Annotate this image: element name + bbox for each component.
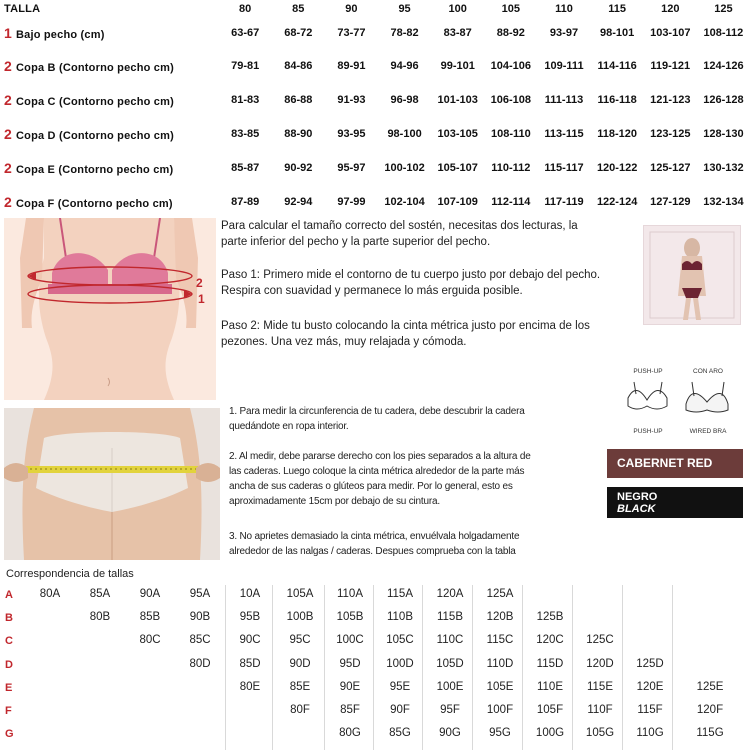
- correspondence-row: [0, 608, 750, 631]
- hip-step1-text: 1. Para medir la circunferencia de tu cadera, debe descubrir la cadera quedándote en ropa interior.: [229, 406, 525, 432]
- size-value-cell: 93-97: [549, 27, 579, 39]
- size-value-cell: 100-102: [384, 162, 425, 174]
- size-value-cell: 125-127: [650, 162, 691, 174]
- bust-marker-2: 2: [196, 276, 203, 290]
- size-value-cell: 114-116: [597, 60, 637, 72]
- push-up-bottom-label: PUSH-UP: [633, 428, 663, 435]
- size-row-label: [0, 17, 219, 49]
- size-value-cell: 95-97: [337, 162, 366, 174]
- size-value-cell: 63-67: [231, 27, 260, 39]
- size-value-cell: 127-129: [650, 196, 691, 208]
- size-value-cell: 128-130: [703, 128, 744, 140]
- size-value-cell: 83-85: [231, 128, 260, 140]
- size-equivalent-cell: 90E: [339, 680, 361, 693]
- size-equivalent-cell: 10A: [239, 588, 261, 600]
- size-header-cell: 125: [714, 2, 733, 15]
- size-value-cell: 117-119: [544, 196, 584, 208]
- size-row-label-text: Copa B (Contorno pecho cm): [16, 62, 174, 74]
- size-equivalent-cell: 80B: [89, 611, 111, 624]
- bust-measurement-illustration: [4, 218, 216, 400]
- size-value-cell: 126-128: [703, 94, 744, 106]
- size-equivalent-cell: 115E: [586, 680, 613, 693]
- size-value-cell: 130-132: [703, 162, 744, 174]
- size-equivalent-cell: 85D: [239, 657, 261, 670]
- correspondence-row: [0, 724, 750, 747]
- size-header-cell: 120: [661, 2, 680, 15]
- size-header-cell: 100: [448, 2, 467, 15]
- size-equivalent-cell: 85A: [89, 588, 111, 600]
- color-swatch-cabernet-red[interactable]: [607, 449, 743, 478]
- color-label-cabernet-red: CABERNET RED: [617, 456, 713, 470]
- size-row-label: [0, 151, 219, 185]
- size-equivalent-cell: 120B: [486, 611, 514, 624]
- size-value-cell: 103-107: [650, 27, 691, 39]
- size-value-cell: 122-124: [596, 196, 638, 208]
- size-table-row: [0, 83, 750, 117]
- wired-bottom-label: WIRED BRA: [689, 428, 727, 435]
- size-equivalent-cell: 120C: [536, 634, 564, 647]
- correspondence-row: [0, 631, 750, 654]
- size-equivalent-cell: 110F: [587, 704, 613, 716]
- bust-marker-1: 1: [198, 292, 205, 306]
- size-value-cell: 119-121: [650, 60, 691, 72]
- size-value-cell: 132-134: [703, 196, 744, 208]
- size-equivalent-cell: 80G: [339, 727, 361, 740]
- size-value-cell: 111-113: [544, 94, 584, 106]
- size-equivalent-cell: 110E: [536, 680, 563, 693]
- size-equivalent-cell: 80F: [290, 704, 310, 716]
- size-row-label-text: Bajo pecho (cm): [16, 29, 105, 41]
- size-value-cell: 90-92: [284, 162, 313, 174]
- size-value-cell: 108-110: [490, 128, 531, 140]
- size-equivalent-cell: 105A: [286, 588, 314, 600]
- size-equivalent-cell: 85C: [189, 634, 211, 647]
- size-table-row: [0, 49, 750, 83]
- size-row-label-text: Copa E (Contorno pecho cm): [16, 164, 174, 176]
- size-equivalent-cell: 105B: [336, 611, 364, 624]
- size-equivalent-cell: 110B: [386, 611, 413, 624]
- hip-measurement-illustration: [4, 408, 220, 560]
- size-equivalent-cell: 125C: [586, 634, 614, 647]
- size-equivalent-cell: 95D: [339, 657, 361, 670]
- wired-bra-icon: [682, 380, 734, 420]
- size-equivalent-cell: 100C: [336, 634, 364, 647]
- cup-letter: A: [5, 589, 13, 601]
- size-value-cell: 99-101: [440, 60, 475, 72]
- size-table-row: [0, 117, 750, 151]
- size-equivalent-cell: 85E: [289, 680, 311, 693]
- size-header-cell: 85: [292, 2, 305, 15]
- size-value-cell: 104-106: [490, 60, 532, 72]
- size-value-cell: 84-86: [284, 60, 313, 72]
- size-value-cell: 124-126: [703, 60, 744, 72]
- size-value-cell: 106-108: [490, 94, 532, 106]
- cup-letter: D: [5, 658, 13, 671]
- size-value-cell: 85-87: [231, 162, 260, 174]
- size-equivalent-cell: 80C: [139, 634, 161, 647]
- size-header-cell: 90: [345, 2, 358, 15]
- correspondence-row: [0, 655, 750, 678]
- color-swatch-black[interactable]: [607, 487, 743, 518]
- hip-figure-svg: [4, 408, 220, 560]
- size-value-cell: 87-89: [231, 196, 260, 208]
- size-value-cell: 88-92: [496, 27, 525, 39]
- size-equivalent-cell: 90F: [390, 704, 410, 716]
- size-equivalent-cell: 105F: [536, 704, 564, 716]
- size-row-label-text: Copa D (Contorno pecho cm): [16, 130, 174, 142]
- size-value-cell: 112-114: [491, 196, 531, 208]
- wired-cup-icon: [682, 368, 734, 438]
- size-equivalent-cell: 115B: [436, 611, 463, 624]
- size-value-cell: 88-90: [284, 128, 313, 140]
- correspondence-row: [0, 701, 750, 724]
- size-table-row: [0, 185, 750, 219]
- size-equivalent-cell: 80E: [239, 680, 261, 693]
- size-value-cell: 79-81: [231, 60, 260, 72]
- size-value-cell: 107-109: [437, 196, 478, 208]
- size-header-cell: 115: [608, 2, 626, 15]
- product-thumbnail[interactable]: [643, 225, 741, 325]
- size-row-label: [0, 83, 219, 117]
- cup-letter: B: [5, 612, 13, 625]
- size-equivalent-cell: 115A: [386, 588, 413, 600]
- color-label-black: BLACK: [617, 503, 656, 515]
- measurement-marker: 1: [4, 25, 12, 41]
- push-up-bra-icon: [622, 380, 674, 420]
- bust-intro-text: Para calcular el tamaño correcto del sostén, necesitas dos lecturas, la parte inferior del pecho y la parte superior del pecho.: [221, 220, 578, 248]
- size-value-cell: 73-77: [337, 27, 366, 39]
- size-equivalent-cell: 95G: [489, 727, 511, 740]
- size-value-cell: 94-96: [390, 60, 419, 72]
- size-equivalent-cell: 110A: [336, 588, 363, 600]
- size-equivalent-cell: 100B: [286, 611, 314, 624]
- size-row-label-text: Copa C (Contorno pecho cm): [16, 96, 174, 108]
- size-value-cell: 105-107: [437, 162, 478, 174]
- size-equivalent-cell: 125D: [636, 657, 664, 670]
- size-equivalent-cell: 95E: [389, 680, 411, 693]
- measurement-marker: 2: [4, 92, 12, 108]
- bust-step2-text: Paso 2: Mide tu busto colocando la cinta métrica justo por encima de los pezones. Una vez más, muy relajada y cómoda.: [221, 320, 590, 348]
- size-equivalent-cell: 120A: [436, 588, 464, 600]
- size-row-label: [0, 117, 219, 151]
- size-equivalent-cell: 105E: [486, 680, 514, 693]
- size-equivalent-cell: 90C: [239, 634, 261, 647]
- measurement-marker: 2: [4, 194, 12, 210]
- size-equivalent-cell: 125E: [696, 680, 724, 693]
- size-equivalent-cell: 115G: [696, 727, 724, 740]
- size-equivalent-cell: 95F: [440, 704, 460, 716]
- size-equivalent-cell: 95B: [239, 611, 261, 624]
- size-value-cell: 116-118: [597, 94, 637, 106]
- size-equivalent-cell: 100E: [436, 680, 464, 693]
- size-equivalent-cell: 120E: [636, 680, 664, 693]
- size-equivalent-cell: 100D: [386, 657, 414, 670]
- size-header-cell: 105: [501, 2, 521, 15]
- size-value-cell: 98-100: [387, 128, 422, 140]
- cup-letter: G: [5, 728, 14, 741]
- measurement-marker: 2: [4, 126, 12, 142]
- size-value-cell: 103-105: [437, 128, 478, 140]
- size-value-cell: 113-115: [544, 128, 584, 140]
- size-value-cell: 97-99: [337, 196, 366, 208]
- size-equivalent-cell: 100G: [535, 727, 565, 740]
- size-equivalent-cell: 95C: [289, 634, 311, 647]
- size-equivalent-cell: 125B: [536, 611, 564, 624]
- measurement-marker: 2: [4, 160, 12, 176]
- size-value-cell: 89-91: [337, 60, 366, 72]
- size-equivalent-cell: 85G: [389, 727, 411, 740]
- measurement-marker: 2: [4, 58, 12, 74]
- size-equivalent-cell: 95A: [189, 588, 211, 600]
- size-header-cell: 80: [239, 2, 252, 15]
- size-equivalent-cell: 90D: [289, 657, 311, 670]
- size-value-cell: 86-88: [284, 94, 313, 106]
- correspondence-row: [0, 678, 750, 701]
- size-value-cell: 81-83: [231, 94, 260, 106]
- bust-step1-text: Paso 1: Primero mide el contorno de tu cuerpo justo por debajo del pecho. Respira con suavidad y permanece lo más erguida posible.: [221, 269, 601, 297]
- size-equivalent-cell: 100F: [486, 704, 514, 716]
- correspondence-grid: [0, 585, 750, 750]
- size-equivalent-cell: 105C: [386, 634, 414, 647]
- size-equivalent-cell: 125A: [486, 588, 514, 600]
- size-value-cell: 101-103: [437, 94, 478, 106]
- push-up-top-label: PUSH-UP: [633, 368, 663, 375]
- size-value-cell: 110-112: [491, 162, 531, 174]
- size-row-label: [0, 49, 219, 83]
- size-equivalent-cell: 90G: [439, 727, 461, 740]
- size-header-label: TALLA: [4, 2, 41, 15]
- hip-step3-text: 3. No aprietes demasiado la cinta métrica, envuélvala holgadamente alrededor de las nalgas / caderas. Despues comprueba con la tabla: [229, 531, 520, 557]
- size-value-cell: 109-111: [544, 60, 584, 72]
- size-table-row: [0, 151, 750, 185]
- size-value-cell: 78-82: [390, 27, 419, 39]
- size-header-cell: 110: [555, 2, 573, 15]
- size-equivalent-cell: 80D: [189, 657, 211, 670]
- size-value-cell: 83-87: [443, 27, 472, 39]
- cup-letter: E: [5, 681, 13, 694]
- size-equivalent-cell: 110G: [636, 727, 664, 740]
- size-equivalent-cell: 110C: [436, 634, 464, 647]
- size-equivalent-cell: 90A: [139, 588, 161, 600]
- size-value-cell: 121-123: [650, 94, 691, 106]
- size-value-cell: 98-101: [600, 27, 635, 39]
- color-label-negro: NEGRO: [617, 491, 658, 503]
- bust-figure-svg: [4, 218, 216, 400]
- wired-top-label: CON ARO: [693, 368, 723, 375]
- size-equivalent-cell: 80A: [39, 588, 61, 600]
- size-header-cell: 95: [398, 2, 411, 15]
- size-row-label: [0, 185, 219, 219]
- hip-step2-text: 2. Al medir, debe pararse derecho con los pies separados a la altura de las caderas. Luego coloque la cinta métrica alrededor de la parte más ancha de sus caderas o glúteos para medir. Por lo general, esto es aproximadamente 15cm por debajo de su cintura.: [229, 451, 531, 507]
- push-up-cup-icon: [622, 368, 674, 438]
- size-equivalent-cell: 105G: [585, 727, 615, 740]
- size-table-row: [0, 17, 750, 49]
- size-table: [0, 0, 750, 219]
- cup-letter: C: [5, 635, 13, 648]
- size-value-cell: 115-117: [544, 162, 584, 174]
- size-value-cell: 96-98: [390, 94, 419, 106]
- size-equivalent-cell: 85F: [340, 704, 360, 716]
- size-value-cell: 102-104: [384, 196, 425, 208]
- size-value-cell: 120-122: [596, 162, 638, 174]
- size-equivalent-cell: 115D: [536, 657, 564, 670]
- size-equivalent-cell: 110D: [486, 657, 514, 670]
- size-equivalent-cell: 120D: [586, 657, 614, 670]
- size-equivalent-cell: 115C: [486, 634, 514, 647]
- model-image: [644, 226, 740, 324]
- correspondence-title: Correspondencia de tallas: [6, 568, 134, 580]
- size-value-cell: 123-125: [650, 128, 691, 140]
- size-equivalent-cell: 105D: [436, 657, 464, 670]
- size-value-cell: 108-112: [703, 27, 744, 39]
- size-equivalent-cell: 90B: [189, 611, 211, 624]
- size-equivalent-cell: 85B: [139, 611, 161, 624]
- size-value-cell: 93-95: [337, 128, 366, 140]
- cup-letter: F: [5, 705, 12, 717]
- size-equivalent-cell: 115F: [637, 704, 663, 716]
- size-equivalent-cell: 120F: [696, 704, 724, 716]
- size-value-cell: 118-120: [597, 128, 638, 140]
- size-value-cell: 92-94: [284, 196, 313, 208]
- correspondence-row: [0, 585, 750, 608]
- size-row-label-text: Copa F (Contorno pecho cm): [16, 198, 173, 210]
- size-table-header-row: [0, 0, 750, 17]
- size-value-cell: 91-93: [337, 94, 366, 106]
- size-value-cell: 68-72: [284, 27, 313, 39]
